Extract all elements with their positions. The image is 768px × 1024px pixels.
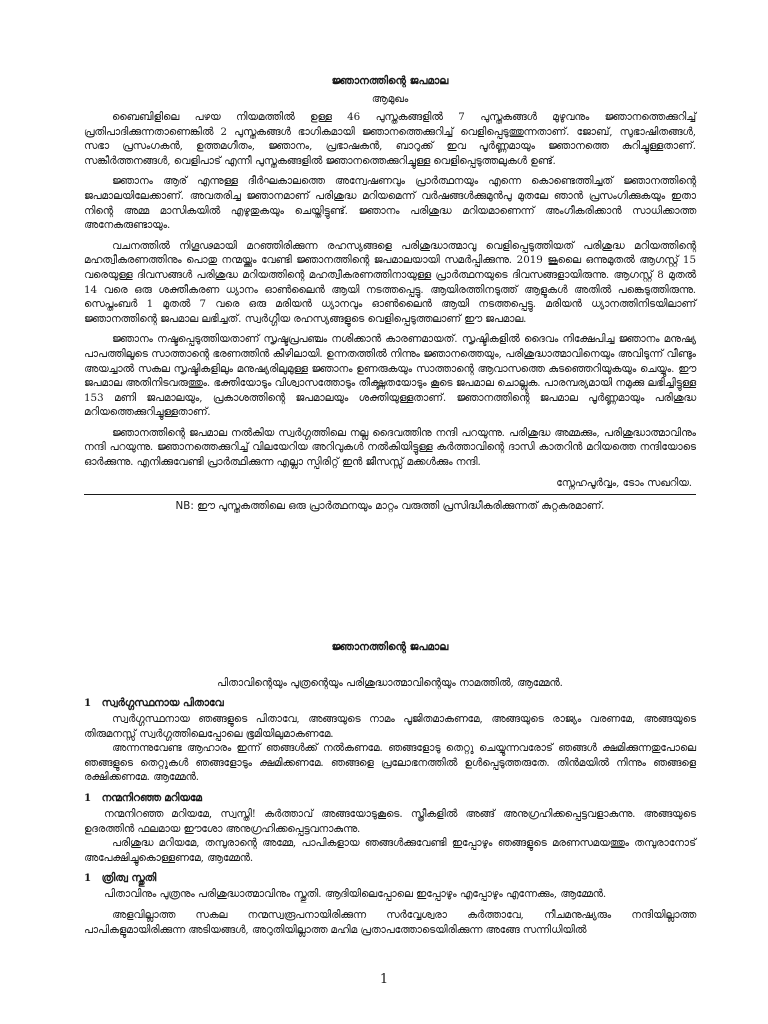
prayer-number: 1 — [84, 697, 92, 709]
intro-paragraph: ബൈബിളിലെ പഴയ നിയമത്തിൽ ഉള്ള 46 പുസ്തകങ്ങളിൽ 7 പുസ്തകങ്ങൾ മുഴുവനും ജ്ഞാനത്തെക്കുറിച്ച് പ്രതിപാദിക്കുന്നതാണെങ്കിൽ 2 പുസ്തകങ്ങൾ ഭാഗികമായി ജ്ഞാനത്തെക്കുറിച്ച് വെളിപ്പെടുത്തുന്നതാണ്. ജോബ്, സുഭാഷിതങ്ങൾ, സഭാ പ്രസംഗകൻ, ഉത്തമഗീതം, ജ്ഞാനം, പ്രഭാഷകൻ, ബാറുക്ക് ഇവ പൂർണ്ണമായും ജ്ഞാനത്തെ കുറിച്ചുള്ളതാണ്. സങ്കീർത്തനങ്ങൾ, വെളിപാട് എന്നീ പുസ്തകങ്ങളിൽ ജ്ഞാനത്തെക്കുറിച്ചുള്ള വെളിപ്പെടുത്തലുകൾ ഉണ്ട്. — [84, 111, 696, 167]
prayer-heading-text: നന്മനിറഞ്ഞ മറിയമേ — [101, 791, 202, 804]
prayer-number: 1 — [84, 872, 92, 885]
rosary-section — [84, 640, 696, 943]
opening-invocation: പിതാവിന്റെയും പുത്രന്റെയും പരിശുദ്ധാത്മാവിന്റെയും നാമത്തിൽ, ആമ്മേൻ. — [217, 677, 563, 689]
prayer-heading-text: സ്വർഗ്ഗസ്ഥനായ പിതാവേ — [101, 697, 224, 709]
rosary-title: ജ്ഞാനത്തിന്റെ ജപമാല — [331, 641, 449, 653]
intro-paragraph: ജ്ഞാനം ആര് എന്നുള്ള ദീർഘകാലത്തെ അന്വേഷണവും പ്രാർത്ഥനയും എന്നെ കൊണ്ടെത്തിച്ചത് ജ്ഞാനത്തിന്റെ ജപമാലയിലേക്കാണ്. അവതരിച്ച ജ്ഞാനമാണ് പരിശുദ്ധ മറിയമെന്ന് വർഷങ്ങൾക്കുമുൻപു മുതലേ ഞാൻ പ്രസംഗിക്കുകയും ഇതാ നിന്റെ അമ്മ മാസികയിൽ എഴുതുകയും ചെയ്തിട്ടുണ്ട്. ജ്ഞാനം പരിശുദ്ധ മറിയമാണെന്ന് അംഗീകരിക്കാൻ സാധിക്കാത്ത അനേകരുണ്ടായും. — [84, 175, 696, 232]
prayer-heading — [84, 791, 696, 806]
prayer-heading — [84, 696, 696, 711]
prayer-heading — [84, 871, 696, 886]
prayer-heading-text: ത്രിത്വ സ്തുതി — [101, 872, 157, 885]
intro-paragraph: വചനത്തിൽ നിഗൂഢമായി മറഞ്ഞിരിക്കുന്ന രഹസ്യങ്ങളെ പരിശുദ്ധാത്മാവു വെളിപ്പെടുത്തിയത് പരിശുദ്ധ മറിയത്തിന്റെ മഹത്വീകരണത്തിനും പൊതു നന്മയ്ക്കും വേണ്ടി ജ്ഞാനത്തിന്റെ ജപമാലയായി സമർപ്പിക്കുന്നു. 2019 ജൂലൈ ഒന്നുമുതൽ ആഗസ്റ്റ് 15 വരെയുള്ള ദിവസങ്ങൾ പരിശുദ്ധ മറിയത്തിന്റെ മഹത്വീകരണത്തിനായുള്ള പ്രാർത്ഥനയുടെ ദിവസങ്ങളായിരുന്നു. ആഗസ്റ്റ് 8 മുതൽ 14 വരെ ഒരു ശക്തീകരണ ധ്യാനം ഓൺലൈൻ ആയി നടത്തപ്പെട്ടു. ആയിരത്തിനടുത്ത് ആളുകൾ അതിൽ പങ്കെടുത്തിരുന്നു. സെപ്തംബർ 1 മുതൽ 7 വരെ ഒരു മരിയൻ ധ്യാനവും ഓൺലൈൻ ആയി നടത്തപ്പെട്ടു. മരിയൻ ധ്യാനത്തിനിടയിലാണ് ജ്ഞാനത്തിന്റെ ജപമാല ലഭിച്ചത്. സ്വർഗ്ഗീയ രഹസ്യങ്ങളുടെ വെളിപ്പെടുത്തലാണ് ഈ ജപമാല. — [84, 239, 696, 325]
intro-title: ജ്ഞാനത്തിന്റെ ജപമാല — [331, 75, 449, 87]
intro-subtitle: ആമുഖം — [371, 93, 409, 105]
copyright-note: NB: ഈ പുസ്തകത്തിലെ ഒരു പ്രാർത്ഥനയും മാറ്റം വരുത്തി പ്രസിദ്ധീകരിക്കുന്നത് കുറ്റകരമാണ്. — [175, 499, 605, 512]
signature: സ്നേഹപൂർവ്വം, ടോം സഖറിയ. — [556, 476, 692, 489]
intro-paragraph: ജ്ഞാനം നഷ്ടപ്പെടുത്തിയതാണ് സൃഷ്ടപ്രപഞ്ചം നശിക്കാൻ കാരണമായത്. സൃഷ്ടികളിൽ ദൈവം നിക്ഷേപിച്ച ജ്ഞാനം മനുഷ്യ പാപത്തിലൂടെ സാത്താന്റെ ഭരണത്തിൻ കീഴിലായി. ഉന്നതത്തിൽ നിന്നും ജ്ഞാനത്തെയും, പരിശുദ്ധാത്മാവിനെയും അവിടുന്ന് വീണ്ടും അയച്ചാൽ സകല സൃഷ്ടികളിലും മനുഷ്യരിലുമുള്ള ജ്ഞാനം ഉണരുകയും സാത്താന്റെ ആവാസത്തെ കുടഞ്ഞെറിയുകയും ചെയ്യും. ഈ ജപമാല അതിനിടവരുത്തും. ഭക്തിയോടും വിശ്വാസത്തോടും തീക്ഷ്ണതയോടും കൂടെ ജപമാല ചൊല്ലുക. പാരമ്പര്യമായി നമുക്കു ലഭിച്ചിട്ടുള്ള 153 മണി ജപമാലയും, പ്രകാശത്തിന്റെ ജപമാലയും ശക്തിയുള്ളതാണ്. ജ്ഞാനത്തിന്റെ ജപമാല പൂർണ്ണമായും പരിശുദ്ധ മറിയത്തെക്കുറിച്ചുള്ളതാണ്. — [84, 333, 696, 419]
introduction-section — [84, 74, 696, 514]
prayer-text: പിതാവിനും പുത്രനും പരിശുദ്ധാത്മാവിനും സ്തുതി. ആദിയിലെപ്പോലെ ഇപ്പോഴും എപ്പോഴും എന്നേക്കും, ആമ്മേൻ. — [104, 888, 607, 901]
closing-prayer: അളവില്ലാത്ത സകല നന്മസ്വരൂപനായിരിക്കുന്ന സർവ്വേശ്വരാ കർത്താവേ, നീചമനുഷ്യരും നന്ദിയില്ലാത്ത പാപികളുമായിരിക്കുന്ന അടിയങ്ങൾ, അറുതിയില്ലാത്ത മഹിമ പ്രതാപത്തോടെയിരിക്കുന്ന അങ്ങേ സന്നിധിയിൽ — [84, 908, 696, 936]
note-divider — [84, 494, 696, 495]
prayer-text: അന്നന്നുവേണ്ട ആഹാരം ഇന്ന് ഞങ്ങൾക്ക് നൽകണമേ. ഞങ്ങളോടു തെറ്റു ചെയ്യുന്നവരോട് ഞങ്ങൾ ക്ഷമിക്കുന്നതുപോലെ ഞങ്ങളുടെ തെറ്റുകൾ ഞങ്ങളോടും ക്ഷമിക്കണമേ. ഞങ്ങളെ പ്രലോഭനത്തിൽ ഉൾപ്പെടുത്തരുതേ. തിൻമയിൽ നിന്നും ഞങ്ങളെ രക്ഷിക്കണമേ. ആമ്മേൻ. — [84, 742, 696, 784]
prayer-text: നന്മനിറഞ്ഞ മറിയമേ, സ്വസ്തി! കർത്താവ് അങ്ങയോടുകൂടെ. സ്ത്രീകളിൽ അങ്ങ് അനുഗ്രഹിക്കപ്പെട്ടവളാകുന്നു. അങ്ങയുടെ ഉദരത്തിൻ ഫലമായ ഈശോ അനുഗ്രഹിക്കപ്പെട്ടവനാകുന്നു. — [84, 807, 696, 835]
intro-paragraph: ജ്ഞാനത്തിന്റെ ജപമാല നൽകിയ സ്വർഗ്ഗത്തിലെ നല്ല ദൈവത്തിനു നന്ദി പറയുന്നു. പരിശുദ്ധ അമ്മക്കും, പരിശുദ്ധാത്മാവിനും നന്ദി പറയുന്നു. ജ്ഞാനത്തെക്കുറിച്ച് വിലയേറിയ അറിവുകൾ നൽകിയിട്ടുള്ള കർത്താവിന്റെ ദാസി കാതറിൻ മറിയത്തെ നന്ദിയോടെ ഓർക്കുന്നു. എനിക്കുവേണ്ടി പ്രാർത്ഥിക്കുന്ന എല്ലാ സ്പിരിറ്റ് ഇൻ ജീസസ്സ് മക്കൾക്കും നന്ദി. — [84, 426, 696, 469]
page-number: 1 — [379, 972, 389, 987]
prayer-number: 1 — [84, 791, 92, 804]
prayer-text: പരിശുദ്ധ മറിയമേ, തമ്പുരാന്റെ അമ്മേ, പാപികളായ ഞങ്ങൾക്കുവേണ്ടി ഇപ്പോഴും ഞങ്ങളുടെ മരണസമയത്തും തമ്പുരാനോട് അപേക്ഷിച്ചുകൊള്ളണമേ, ആമ്മേൻ. — [84, 837, 696, 864]
prayer-text: സ്വർഗ്ഗസ്ഥനായ ഞങ്ങളുടെ പിതാവേ, അങ്ങയുടെ നാമം പൂജിതമാകണമേ, അങ്ങയുടെ രാജ്യം വരണമേ, അങ്ങയുടെ തിരുമനസ്സ് സ്വർഗ്ഗത്തിലെപ്പോലെ ഭൂമിയിലുമാകണമേ. — [84, 713, 696, 740]
